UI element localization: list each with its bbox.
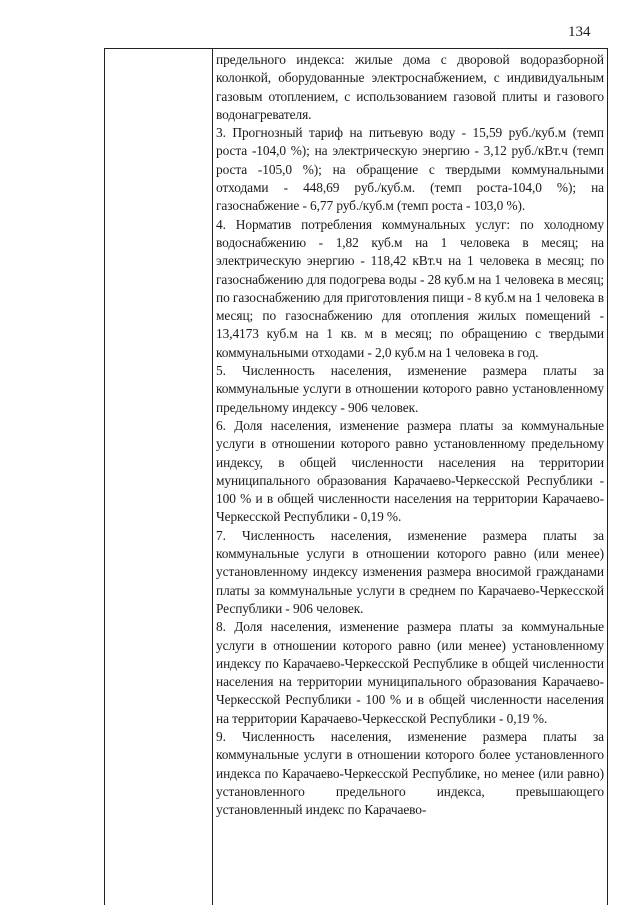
paragraph-4-consumption-norms: 4. Норматив потребления коммунальных услуг: по холодному водоснабжению - 1,82 куб.м на 1 человека в месяц; на электрическую энергию - 118,42 кВт.ч на 1 человека в месяц; по газоснабжению для подогрева воды - 28 куб.м на 1 человека в месяц; по газоснабжению для приготовления пищи - 8 куб.м на 1 человека в месяц; по газоснабжению для отопления жилых помещений - 13,4173 куб.м на 1 кв. м в месяц; по обращению с твердыми коммунальными отходами - 2,0 куб.м на 1 человека в год.	[216, 216, 604, 360]
document-table	[104, 48, 608, 905]
paragraph-6-population-share: 6. Доля населения, изменение размера платы за коммунальные услуги в отношении которого равно установленному предельному индексу, в общей численности населения на территории муниципального образования Карачаево-Черкесской Республики - 100 % и в общей численности населения на территории Карачаево-Черкесской Республики - 0,19 %.	[216, 417, 604, 525]
paragraph-9-population: 9. Численность населения, изменение размера платы за коммунальные услуги в отношении которого более установленного индекса по Карачаево-Черкесской Республике, но менее (или равно) установленного предельного индекса, превышающего установленный индекс по Карачаево-	[216, 728, 604, 818]
page-number: 134	[568, 24, 591, 40]
paragraph-7-population: 7. Численность населения, изменение размера платы за коммунальные услуги в отношении которого равно (или менее) установленному индексу изменения размера вносимой гражданами платы за коммунальные услуги в среднем по Карачаево-Черкесской Республики - 906 человек.	[216, 527, 604, 616]
table-right-column	[213, 49, 607, 905]
paragraph-continuation: предельного индекса: жилые дома с дворовой водоразборной колонкой, оборудованные электроснабжением, с индивидуальным газовым отоплением, с использованием газовой плиты и газового водонагревателя.	[216, 52, 604, 122]
paragraph-3-tariffs: 3. Прогнозный тариф на питьевую воду - 15,59 руб./куб.м (темп роста -104,0 %); на электрическую энергию - 3,12 руб./кВт.ч (темп роста -105,0 %); на обращение с твердыми коммунальными отходами - 448,69 руб./куб.м. (темп роста-104,0 %); на газоснабжение - 6,77 руб./куб.м (темп роста - 103,0 %).	[216, 125, 604, 214]
paragraph-5-population: 5. Численность населения, изменение размера платы за коммунальные услуги в отношении которого равно установленному предельному индексу - 906 человек.	[216, 363, 604, 415]
paragraph-8-population-share: 8. Доля населения, изменение размера платы за коммунальные услуги в отношении которого равно (или менее) установленному индексу по Карачаево-Черкесской Республике в общей численности населения на территории муниципального образования Карачаево-Черкесской Республики - 100 % и в общей численности населения на территории Карачаево-Черкесской Республики - 0,19 %.	[216, 619, 604, 726]
table-left-column	[105, 49, 213, 905]
